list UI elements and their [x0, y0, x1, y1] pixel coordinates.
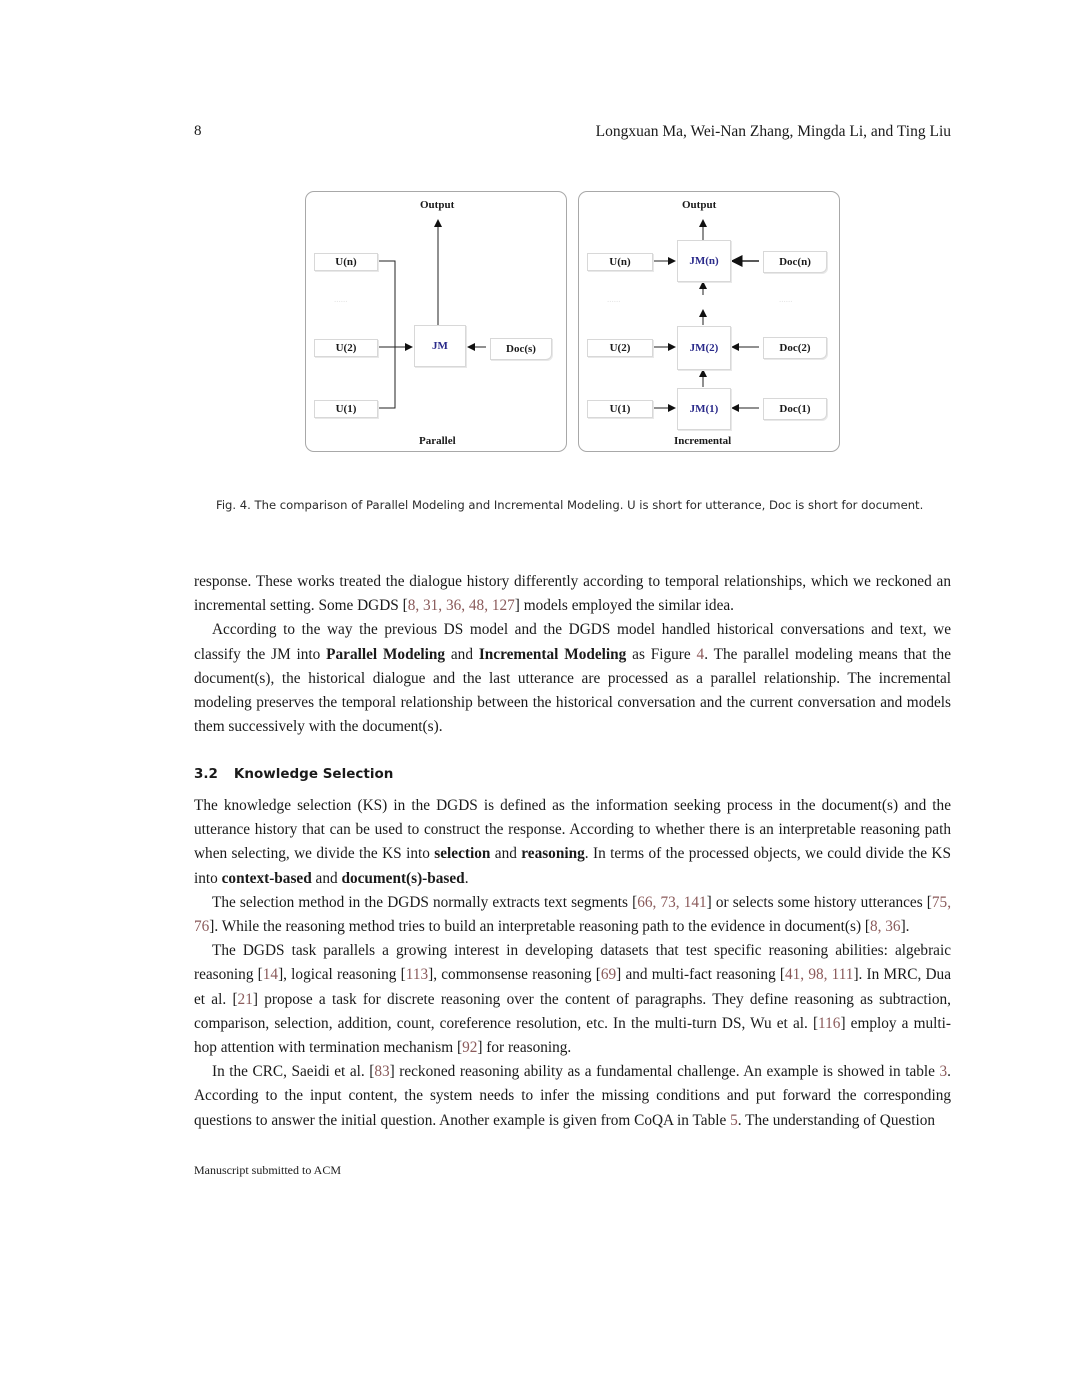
text: and [490, 845, 522, 863]
parallel-title: Parallel [419, 435, 456, 447]
text: response. These works treated the dialogue history differently according to temporal relationships, which we reckoned an incremental setting. Some DGDS [ [194, 573, 951, 615]
parallel-panel [305, 191, 567, 452]
citation-link[interactable]: 75, 76 [194, 893, 952, 936]
citation-link[interactable]: 8, 36 [869, 918, 901, 936]
table-ref-link[interactable]: 3 [939, 1063, 948, 1081]
bold-term: context-based [221, 869, 312, 887]
text: ]. [900, 918, 910, 936]
paragraph [194, 570, 951, 618]
text: . The understanding of Question [737, 1111, 936, 1129]
paragraph [194, 1060, 951, 1133]
text: The DGDS task parallels a growing interest in developing datasets that test specific reasoning abilities: algebraic reasoning [ [194, 942, 951, 984]
text: and [445, 645, 479, 663]
text: In the CRC, Saeidi et al. [ [212, 1063, 375, 1081]
figure-caption: Fig. 4. The comparison of Parallel Modeling and Incremental Modeling. U is short for utterance, Doc is short for document. [216, 498, 924, 512]
citation-link[interactable]: 69 [600, 966, 617, 984]
bold-term: selection [434, 845, 491, 863]
text: and [311, 869, 342, 887]
text: ] propose a task for discrete reasoning over the content of paragraphs. They define reasoning as subtraction, comparison, selection, addition, count, coreference resolution, etc. In the multi-turn DS, Wu et al. [ [194, 990, 951, 1032]
incremental-utterance-n: U(n) [587, 253, 653, 271]
text: . According to the input content, the system needs to infer the missing conditions and put forward the corresponding questions to answer the initial question. Another example is given from CoQA in Table [194, 1063, 951, 1129]
incremental-doc-1: Doc(1) [763, 398, 827, 420]
page-number: 8 [194, 123, 202, 139]
bold-term: document(s)-based [341, 869, 465, 887]
parallel-utterance-1: U(1) [314, 400, 378, 418]
incremental-ellipsis-right: ...... [779, 294, 793, 304]
section-heading [194, 766, 393, 782]
body-lower [194, 794, 951, 1133]
bold-term: Incremental Modeling [478, 645, 627, 663]
incremental-jm-2: JM(2) [677, 326, 731, 370]
paragraph [194, 939, 951, 1060]
text: ], logical reasoning [ [278, 966, 406, 984]
citation-link[interactable]: 116 [818, 1014, 841, 1032]
citation-link[interactable]: 41, 98, 111 [785, 966, 854, 984]
citation-link[interactable]: 83 [374, 1063, 390, 1081]
citation-link[interactable]: 113 [405, 966, 429, 984]
incremental-utterance-1: U(1) [587, 400, 653, 418]
parallel-docs-box: Doc(s) [490, 338, 552, 360]
section-title: Knowledge Selection [233, 766, 394, 782]
incremental-output-label: Output [682, 199, 717, 211]
running-header-authors: Longxuan Ma, Wei-Nan Zhang, Mingda Li, and Ting Liu [595, 123, 951, 140]
paragraph [194, 618, 951, 739]
text: . [464, 869, 469, 887]
text: ] reckoned reasoning ability as a fundamental challenge. An example is showed in table [389, 1063, 940, 1081]
parallel-utterance-2: U(2) [314, 339, 378, 357]
incremental-jm-1: JM(1) [677, 388, 731, 430]
incremental-ellipsis-left: ...... [607, 294, 621, 304]
text: ] and multi-fact reasoning [ [616, 966, 785, 984]
paragraph [194, 794, 951, 891]
citation-link[interactable]: 92 [462, 1039, 478, 1057]
citation-link[interactable]: 66, 73, 141 [637, 893, 707, 911]
text: According to the way the previous DS model and the DGDS model handled historical conversations and text, we classify the JM into [194, 621, 951, 663]
text: ]. While the reasoning method tries to build an interpretable reasoning path to the evidence in document(s) [ [209, 918, 870, 936]
citation-link[interactable]: 14 [262, 966, 279, 984]
bold-term: Parallel Modeling [326, 645, 446, 663]
citation-link[interactable]: 8, 31, 36, 48, 127 [407, 597, 515, 615]
section-number: 3.2 [194, 766, 218, 782]
parallel-ellipsis: ...... [334, 294, 348, 304]
incremental-utterance-2: U(2) [587, 339, 653, 357]
text: ] or selects some history utterances [ [706, 893, 932, 911]
incremental-doc-2: Doc(2) [763, 337, 827, 359]
text: The knowledge selection (KS) in the DGDS is defined as the information seeking process in the document(s) and the utterance history that can be used to construct the response. According to whether there is an interpretable reasoning path when selecting, we divide the KS into [194, 797, 951, 863]
figure-4 [305, 191, 840, 452]
incremental-title: Incremental [674, 435, 732, 447]
page-footer: Manuscript submitted to ACM [194, 1163, 341, 1177]
text: . In terms of the processed objects, we could divide the KS into [194, 845, 951, 887]
parallel-jm-box: JM [414, 325, 466, 367]
text: ], commonsense reasoning [ [428, 966, 601, 984]
bold-term: reasoning [521, 845, 585, 863]
citation-link[interactable]: 21 [237, 990, 253, 1008]
text: The selection method in the DGDS normally extracts text segments [ [212, 893, 638, 911]
text: ] models employed the similar idea. [514, 597, 734, 615]
text: ] employ a multi-hop attention with termination mechanism [ [194, 1014, 951, 1057]
parallel-utterance-n: U(n) [314, 253, 378, 271]
text: . The parallel modeling means that the document(s), the historical dialogue and the last utterance are processed as a parallel relationship. The incremental modeling preserves the temporal relationship between the historical conversation and the current conversation and models them successively with the document(s). [194, 645, 951, 736]
text: ] for reasoning. [477, 1039, 572, 1057]
text: as Figure [626, 645, 697, 663]
incremental-jm-n: JM(n) [677, 240, 731, 282]
parallel-output-label: Output [420, 199, 455, 211]
figure-ref-link[interactable]: 4 [696, 645, 705, 663]
incremental-panel [578, 191, 840, 452]
table-ref-link[interactable]: 5 [730, 1111, 738, 1129]
paragraph [194, 891, 951, 939]
incremental-doc-n: Doc(n) [763, 251, 827, 273]
text: ]. In MRC, Dua et al. [ [194, 966, 951, 1008]
body-upper [194, 570, 951, 739]
